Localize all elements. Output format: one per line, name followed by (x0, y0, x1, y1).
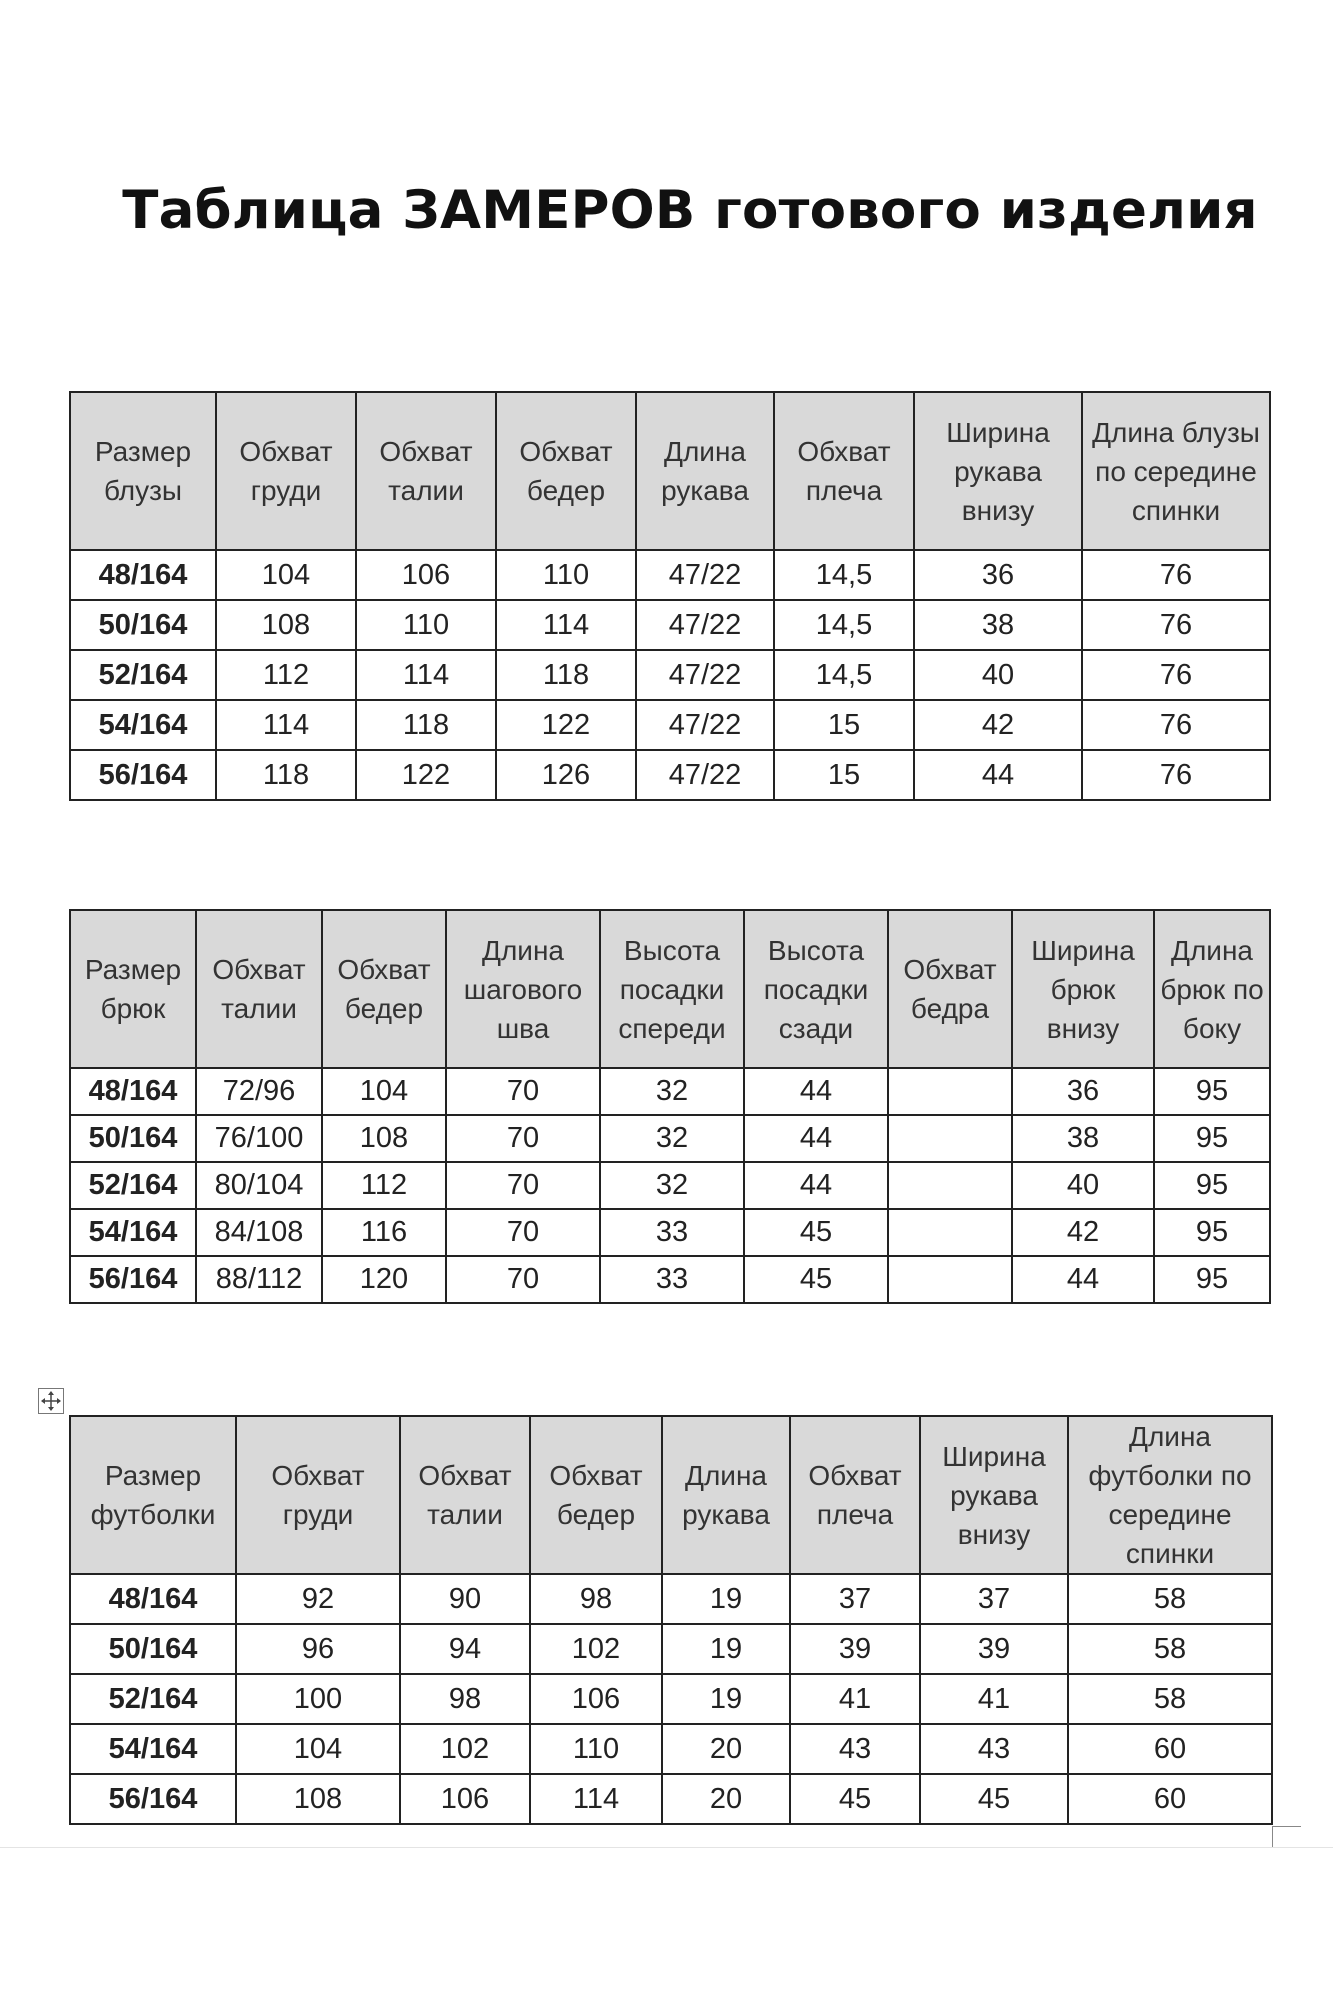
value-cell: 43 (790, 1724, 920, 1774)
value-cell: 70 (446, 1115, 600, 1162)
header-back-length: Длина блузы по середине спинки (1082, 392, 1270, 550)
header-waist: Обхват талии (400, 1416, 530, 1574)
value-cell: 95 (1154, 1209, 1270, 1256)
size-cell: 48/164 (70, 1068, 196, 1115)
value-cell: 70 (446, 1068, 600, 1115)
value-cell: 98 (530, 1574, 662, 1624)
value-cell: 95 (1154, 1256, 1270, 1303)
table-header-row (70, 1416, 1272, 1574)
value-cell: 95 (1154, 1162, 1270, 1209)
value-cell: 108 (216, 600, 356, 650)
value-cell: 110 (356, 600, 496, 650)
header-waist: Обхват талии (196, 910, 322, 1068)
value-cell: 118 (216, 750, 356, 800)
end-of-cell-icon (1272, 1826, 1301, 1847)
value-cell: 112 (216, 650, 356, 700)
header-sleeve-length: Длина рукава (636, 392, 774, 550)
value-cell: 106 (400, 1774, 530, 1824)
value-cell: 104 (322, 1068, 446, 1115)
value-cell: 47/22 (636, 700, 774, 750)
value-cell: 60 (1068, 1724, 1272, 1774)
move-arrows-icon[interactable] (38, 1388, 64, 1414)
header-chest: Обхват груди (236, 1416, 400, 1574)
value-cell: 76/100 (196, 1115, 322, 1162)
header-size: Размер футболки (70, 1416, 236, 1574)
value-cell: 120 (322, 1256, 446, 1303)
size-cell: 56/164 (70, 750, 216, 800)
value-cell: 72/96 (196, 1068, 322, 1115)
value-cell: 14,5 (774, 600, 914, 650)
value-cell: 19 (662, 1574, 790, 1624)
value-cell: 95 (1154, 1068, 1270, 1115)
value-cell: 70 (446, 1209, 600, 1256)
header-waist: Обхват талии (356, 392, 496, 550)
value-cell: 39 (920, 1624, 1068, 1674)
value-cell: 76 (1082, 650, 1270, 700)
table-row (70, 1068, 1270, 1115)
size-cell: 54/164 (70, 1209, 196, 1256)
table-header-row (70, 910, 1270, 1068)
table-row (70, 550, 1270, 600)
value-cell: 36 (1012, 1068, 1154, 1115)
size-cell: 54/164 (70, 1724, 236, 1774)
value-cell: 110 (496, 550, 636, 600)
value-cell: 110 (530, 1724, 662, 1774)
header-inseam: Длина шагового шва (446, 910, 600, 1068)
table-row (70, 1115, 1270, 1162)
header-back-rise: Высота посадки сзади (744, 910, 888, 1068)
header-shoulder: Обхват плеча (774, 392, 914, 550)
value-cell: 45 (920, 1774, 1068, 1824)
value-cell: 114 (216, 700, 356, 750)
size-cell: 48/164 (70, 550, 216, 600)
table-row (70, 750, 1270, 800)
size-cell: 52/164 (70, 1162, 196, 1209)
header-hips: Обхват бедер (530, 1416, 662, 1574)
value-cell: 20 (662, 1774, 790, 1824)
value-cell: 102 (530, 1624, 662, 1674)
size-cell: 52/164 (70, 650, 216, 700)
size-cell: 56/164 (70, 1256, 196, 1303)
value-cell: 45 (790, 1774, 920, 1824)
value-cell: 116 (322, 1209, 446, 1256)
value-cell: 39 (790, 1624, 920, 1674)
blouse-size-table (69, 391, 1271, 801)
value-cell: 102 (400, 1724, 530, 1774)
table-row (70, 650, 1270, 700)
value-cell: 33 (600, 1209, 744, 1256)
value-cell: 19 (662, 1624, 790, 1674)
value-cell: 118 (356, 700, 496, 750)
table-header-row (70, 392, 1270, 550)
table-row (70, 600, 1270, 650)
value-cell: 38 (914, 600, 1082, 650)
value-cell: 14,5 (774, 650, 914, 700)
header-leg-opening: Ширина брюк внизу (1012, 910, 1154, 1068)
header-hips: Обхват бедер (496, 392, 636, 550)
header-front-rise: Высота посадки спереди (600, 910, 744, 1068)
value-cell: 41 (920, 1674, 1068, 1724)
value-cell: 114 (530, 1774, 662, 1824)
value-cell: 70 (446, 1162, 600, 1209)
value-cell: 126 (496, 750, 636, 800)
value-cell: 104 (216, 550, 356, 600)
header-hips: Обхват бедер (322, 910, 446, 1068)
tshirt-size-table (69, 1415, 1273, 1825)
value-cell: 108 (236, 1774, 400, 1824)
header-thigh: Обхват бедра (888, 910, 1012, 1068)
value-cell: 47/22 (636, 750, 774, 800)
size-cell: 50/164 (70, 1115, 196, 1162)
value-cell: 19 (662, 1674, 790, 1724)
value-cell (888, 1115, 1012, 1162)
table-row (70, 1162, 1270, 1209)
header-shoulder: Обхват плеча (790, 1416, 920, 1574)
value-cell: 41 (790, 1674, 920, 1724)
page-bottom-divider (0, 1847, 1333, 1848)
header-sleeve-width: Ширина рукава внизу (920, 1416, 1068, 1574)
value-cell: 38 (1012, 1115, 1154, 1162)
value-cell: 47/22 (636, 650, 774, 700)
value-cell: 42 (914, 700, 1082, 750)
page-title: Таблица ЗАМЕРОВ готового изделия (122, 180, 1258, 241)
size-cell: 50/164 (70, 600, 216, 650)
value-cell: 15 (774, 750, 914, 800)
value-cell: 14,5 (774, 550, 914, 600)
value-cell: 45 (744, 1209, 888, 1256)
table-row (70, 1574, 1272, 1624)
value-cell: 98 (400, 1674, 530, 1724)
size-cell: 52/164 (70, 1674, 236, 1724)
value-cell: 100 (236, 1674, 400, 1724)
table-row (70, 1774, 1272, 1824)
table-row (70, 1624, 1272, 1674)
value-cell: 43 (920, 1724, 1068, 1774)
size-cell: 56/164 (70, 1774, 236, 1824)
value-cell (888, 1162, 1012, 1209)
value-cell: 32 (600, 1162, 744, 1209)
value-cell: 92 (236, 1574, 400, 1624)
value-cell: 44 (1012, 1256, 1154, 1303)
value-cell: 47/22 (636, 600, 774, 650)
size-cell: 48/164 (70, 1574, 236, 1624)
trousers-size-table (69, 909, 1271, 1304)
value-cell: 44 (744, 1162, 888, 1209)
header-back-length: Длина футболки по середине спинки (1068, 1416, 1272, 1574)
header-sleeve-width: Ширина рукава внизу (914, 392, 1082, 550)
value-cell: 15 (774, 700, 914, 750)
header-size: Размер брюк (70, 910, 196, 1068)
size-cell: 54/164 (70, 700, 216, 750)
value-cell: 88/112 (196, 1256, 322, 1303)
header-chest: Обхват груди (216, 392, 356, 550)
value-cell: 95 (1154, 1115, 1270, 1162)
value-cell: 58 (1068, 1624, 1272, 1674)
value-cell: 44 (914, 750, 1082, 800)
value-cell: 58 (1068, 1574, 1272, 1624)
value-cell: 114 (496, 600, 636, 650)
value-cell: 90 (400, 1574, 530, 1624)
value-cell: 32 (600, 1115, 744, 1162)
value-cell: 96 (236, 1624, 400, 1674)
value-cell: 122 (356, 750, 496, 800)
value-cell: 112 (322, 1162, 446, 1209)
value-cell (888, 1256, 1012, 1303)
value-cell: 32 (600, 1068, 744, 1115)
value-cell: 33 (600, 1256, 744, 1303)
value-cell: 122 (496, 700, 636, 750)
value-cell: 70 (446, 1256, 600, 1303)
value-cell: 20 (662, 1724, 790, 1774)
value-cell: 104 (236, 1724, 400, 1774)
value-cell: 80/104 (196, 1162, 322, 1209)
value-cell: 106 (530, 1674, 662, 1724)
value-cell: 76 (1082, 600, 1270, 650)
value-cell: 45 (744, 1256, 888, 1303)
table-row (70, 700, 1270, 750)
table-row (70, 1209, 1270, 1256)
value-cell: 40 (914, 650, 1082, 700)
value-cell: 42 (1012, 1209, 1154, 1256)
value-cell: 76 (1082, 550, 1270, 600)
value-cell: 37 (790, 1574, 920, 1624)
table-row (70, 1256, 1270, 1303)
value-cell (888, 1209, 1012, 1256)
value-cell: 84/108 (196, 1209, 322, 1256)
value-cell: 108 (322, 1115, 446, 1162)
value-cell: 60 (1068, 1774, 1272, 1824)
value-cell: 47/22 (636, 550, 774, 600)
value-cell: 44 (744, 1115, 888, 1162)
table-row (70, 1674, 1272, 1724)
header-side-length: Длина брюк по боку (1154, 910, 1270, 1068)
value-cell: 37 (920, 1574, 1068, 1624)
value-cell: 94 (400, 1624, 530, 1674)
value-cell: 106 (356, 550, 496, 600)
value-cell: 76 (1082, 700, 1270, 750)
value-cell: 58 (1068, 1674, 1272, 1724)
header-size: Размер блузы (70, 392, 216, 550)
header-sleeve-length: Длина рукава (662, 1416, 790, 1574)
value-cell: 76 (1082, 750, 1270, 800)
value-cell: 40 (1012, 1162, 1154, 1209)
size-cell: 50/164 (70, 1624, 236, 1674)
value-cell: 114 (356, 650, 496, 700)
value-cell: 118 (496, 650, 636, 700)
value-cell: 44 (744, 1068, 888, 1115)
value-cell: 36 (914, 550, 1082, 600)
value-cell (888, 1068, 1012, 1115)
table-row (70, 1724, 1272, 1774)
